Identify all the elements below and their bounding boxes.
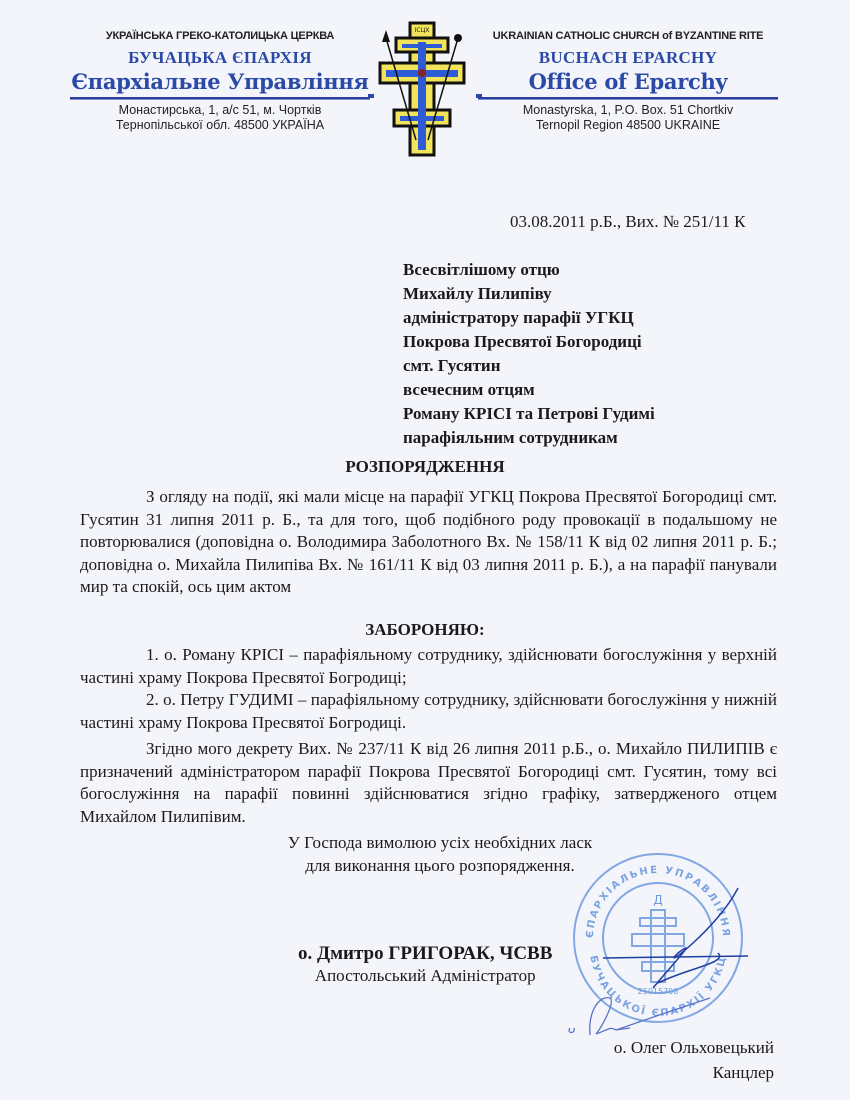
address-line-2-en: Ternopil Region 48500 UKRAINE	[535, 118, 721, 132]
byzantine-cross-icon	[372, 18, 472, 160]
signatory-chancellor	[614, 1035, 774, 1085]
letterhead-english	[478, 30, 778, 133]
signature-scribble	[603, 888, 748, 988]
forbid-item-text: 1. о. Роману КРІСІ – парафіяльному сотруднику, здійснювати богослужіння у верхній частині храму Покрова Пресвятої Богродиці;	[80, 645, 777, 687]
forbid-heading: ЗАБОРОНЯЮ:	[365, 620, 485, 639]
letterhead-rule	[70, 97, 370, 100]
addressee-line: Всесвітлішому отцю	[403, 260, 560, 279]
letterhead-rule	[478, 97, 778, 100]
stamp-code: 25015708	[637, 987, 679, 996]
paragraph-intro	[80, 486, 777, 599]
signatory-primary	[298, 943, 552, 986]
address-line-2-ua: Тернопільської обл. 48500 УКРАЇНА	[115, 118, 325, 132]
document-reference: 03.08.2011 р.Б., Вих. № 251/11 К	[510, 212, 746, 231]
signatory-role: Апостольський Адміністратор	[314, 966, 536, 985]
address-line-1-en: Monastyrska, 1, P.O. Box. 51 Chortkiv	[522, 103, 734, 117]
chancellor-name: о. Олег Ольховецький	[613, 1038, 774, 1057]
addressee-line: парафіяльним сотрудникам	[403, 428, 618, 447]
addressee-line: Покрова Пресвятої Богородиці	[403, 332, 642, 351]
addressee-line: Михайлу Пилипіву	[403, 284, 552, 303]
office-name-ua: Єпархіальне Управління	[71, 69, 369, 94]
forbid-item	[80, 689, 777, 734]
stamp-cross-icon	[632, 910, 684, 982]
addressee-line: адміністратору парафії УГКЦ	[403, 308, 634, 327]
addressee-line: всечесним отцям	[403, 380, 535, 399]
paragraph-decree-text: Згідно мого декрету Вих. № 237/11 К від 26 липня 2011 р.Б., о. Михайло ПИЛИПІВ є призначений адміністратором парафії Покрова Пресвятої Богородиці смт. Гусятин, тому всі богослужіння на парафії повинні здійснюватися згідно графіку, затвердженого отцем Михайлом Пилипівим.	[80, 739, 777, 826]
stamp-bottom-text: БУЧАЦЬКОЇ ЄПАРХІЇ УГКЦ	[587, 954, 729, 1020]
letterhead-ukrainian	[70, 30, 370, 133]
paragraph-decree	[80, 738, 777, 828]
addressee-line: смт. Гусятин	[403, 356, 501, 375]
church-name-ua: УКРАЇНСЬКА ГРЕКО-КАТОЛИЦЬКА ЦЕРКВА	[105, 30, 335, 42]
document-title: РОЗПОРЯДЖЕННЯ	[345, 457, 505, 476]
address-line-1-ua: Монастирська, 1, а/с 51, м. Чортків	[118, 103, 322, 117]
stamp-letter: Д	[653, 893, 663, 907]
emblem-label: ІСЦХ	[414, 27, 430, 34]
signatory-name: о. Дмитро ГРИГОРАК, ЧСВВ	[298, 943, 553, 964]
forbid-item	[80, 644, 777, 689]
office-name-en: Office of Eparchy	[528, 69, 728, 94]
eparchy-name-ua: БУЧАЦЬКА ЄПАРХІЯ	[128, 48, 312, 67]
closing-line: для виконання цього розпорядження.	[305, 856, 575, 875]
forbid-items	[80, 644, 777, 734]
church-name-en: UKRAINIAN CATHOLIC CHURCH of BYZANTINE RITE	[492, 30, 764, 42]
forbid-item-text: 2. о. Петру ГУДИМІ – парафіяльному сотруднику, здійснювати богослужіння у нижній частині храму Покрова Пресвятої Богродиці.	[80, 690, 777, 732]
addressee-line: Роману КРІСІ та Петрові Гудимі	[403, 404, 655, 423]
chancellor-signature	[560, 990, 720, 1040]
stamp-top-text: ЄПАРХІАЛЬНЕ УПРАВЛІННЯ	[584, 864, 732, 939]
chancellor-role: Канцлер	[712, 1063, 774, 1082]
eparchy-name-en: BUCHACH EPARCHY	[538, 48, 718, 67]
paragraph-intro-text: З огляду на події, які мали місце на парафії УГКЦ Покрова Пресвятої Богородиці смт. Гусятин 31 липня 2011 р. Б., та для того, щоб подібного роду провокації в подальшому не повторювалися (доповідна о. Володимира Заболотного Вх. № 158/11 К від 02 липня 2011 р. Б.; доповідна о. Михайла Пилипіва Вх. № 161/11 К від 03 липня 2011 р. Б.), а на парафії панували мир та спокій, ось цим актом	[80, 487, 777, 597]
closing-line: У Господа вимолюю усіх необхідних ласк	[287, 833, 593, 852]
addressee-block	[403, 258, 655, 450]
